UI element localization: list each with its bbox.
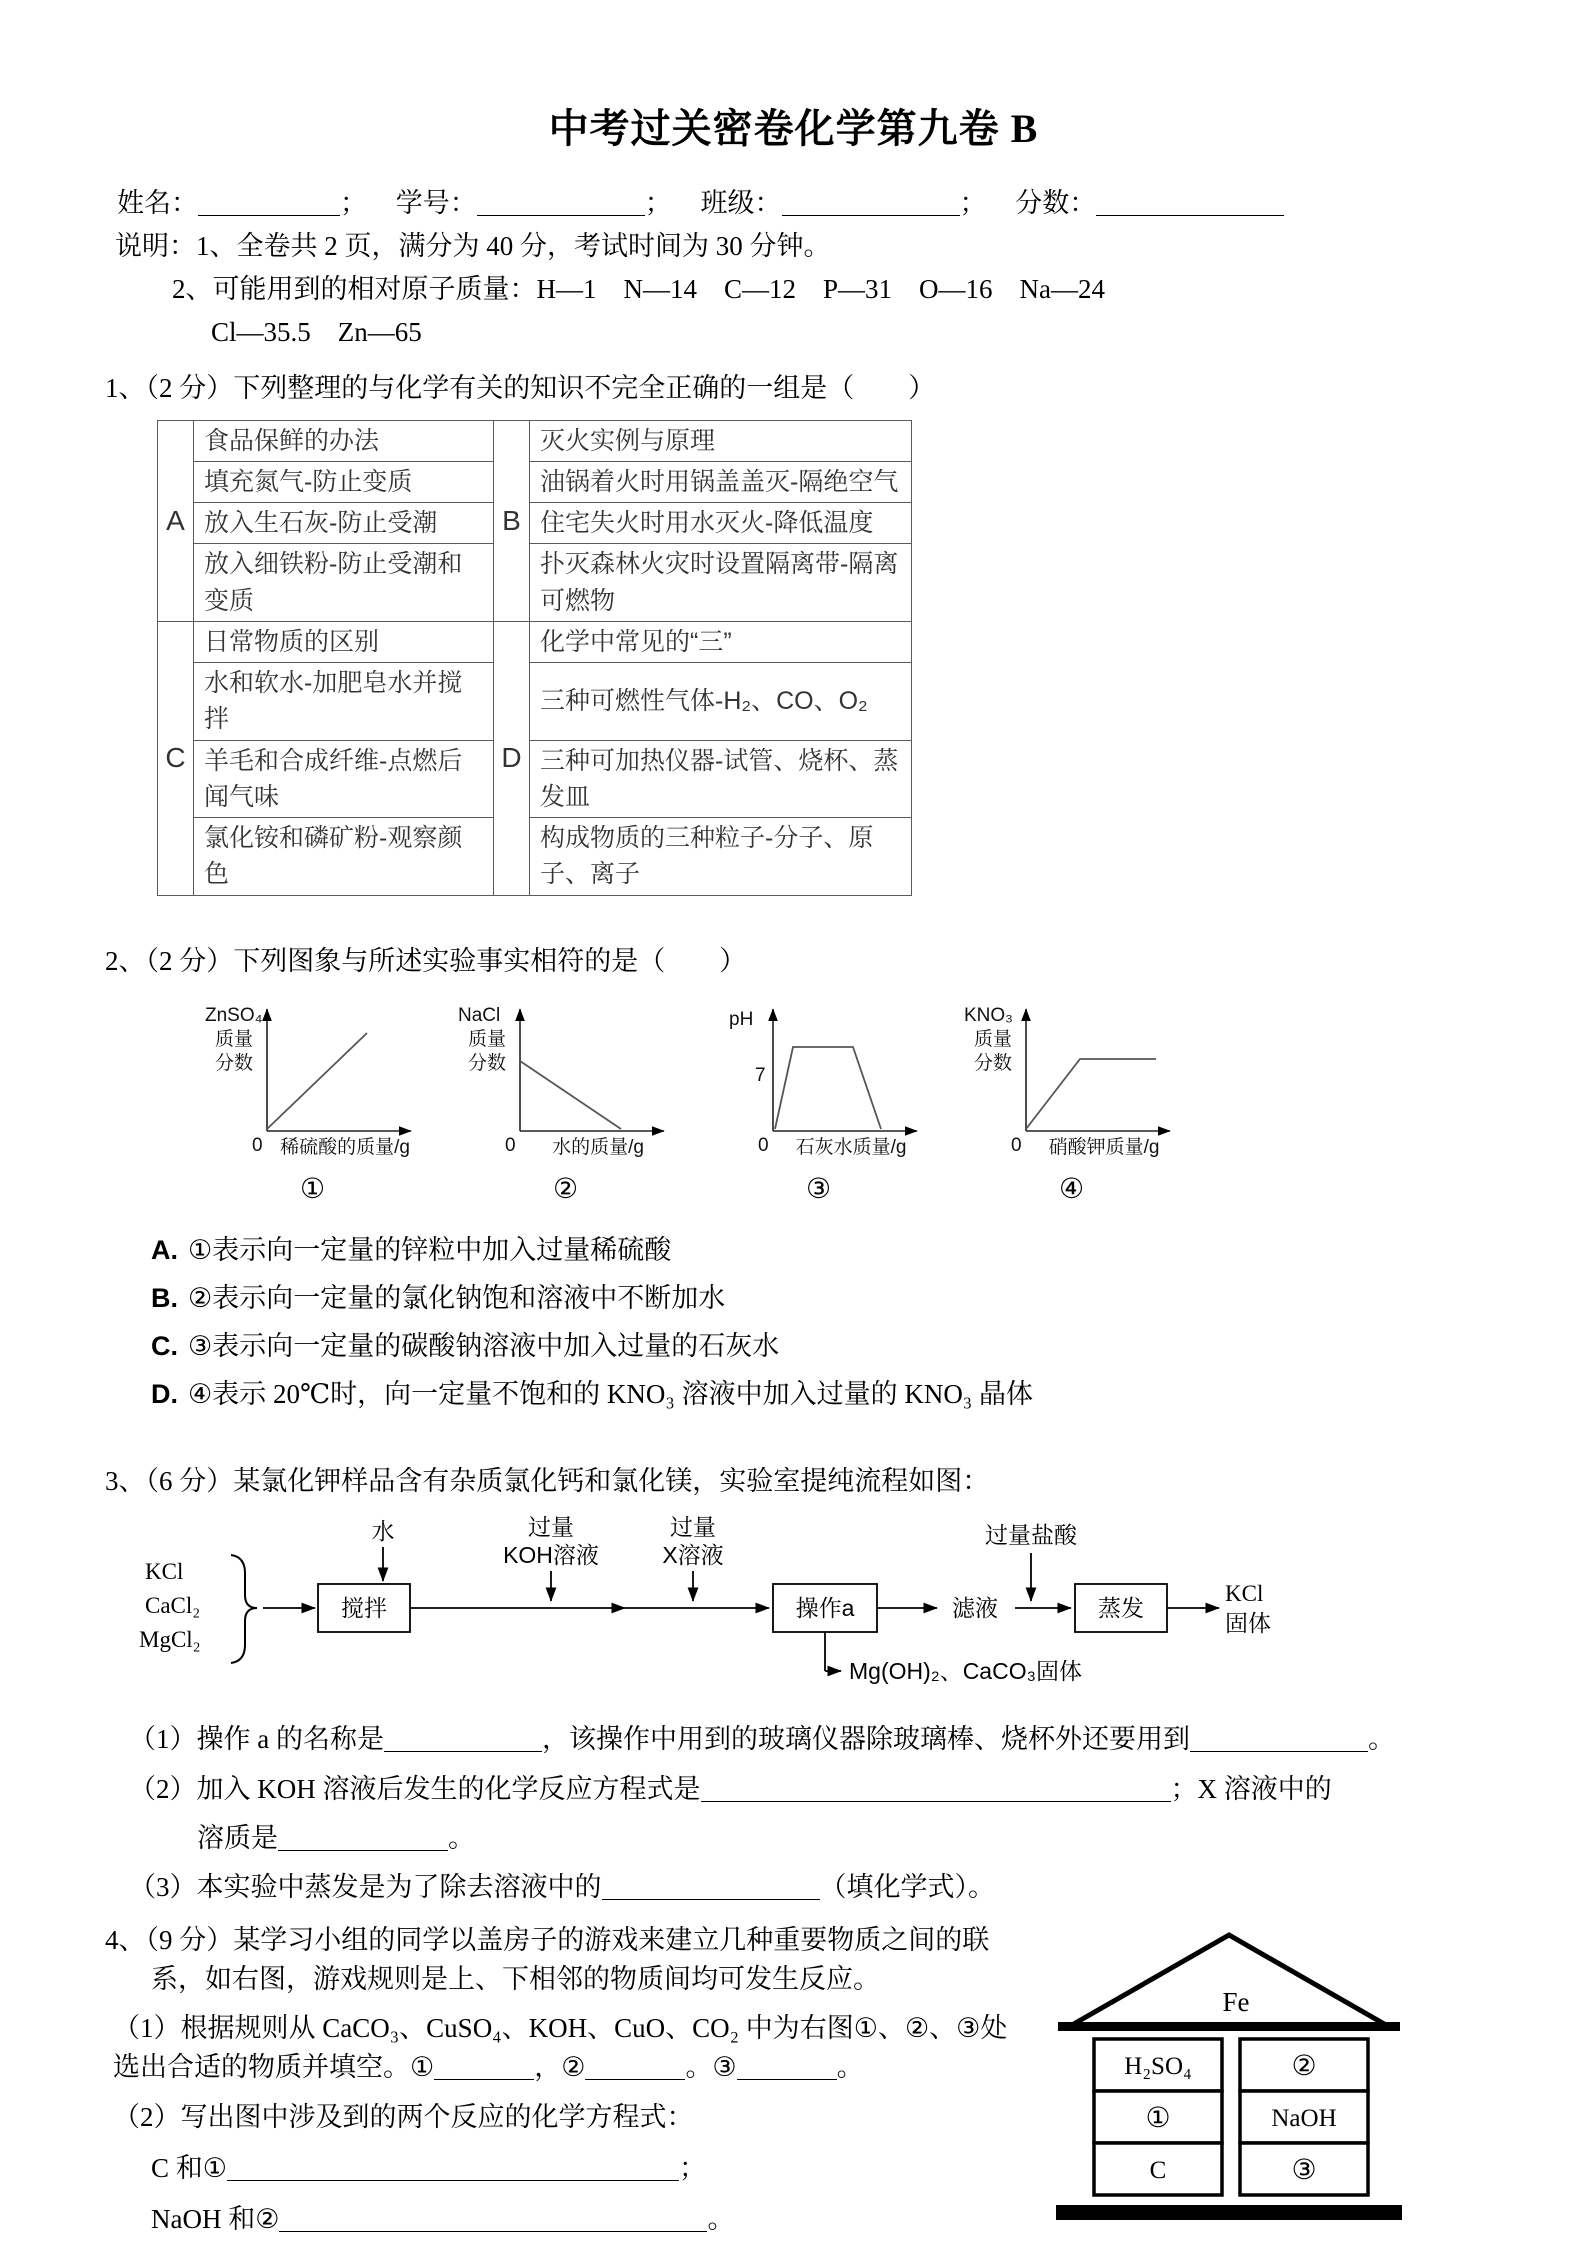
- name-label: 姓名：: [117, 188, 198, 218]
- house-label-c: C: [1149, 2156, 1167, 2184]
- chart-4-ylabel-2: 质量: [974, 1028, 1013, 1050]
- chart-1-ylabel-3: 分数: [215, 1052, 254, 1074]
- id-sep: ；: [644, 188, 672, 218]
- chart-1-xlabel: 稀硫酸的质量/g: [280, 1136, 410, 1157]
- chart-1-curve: [267, 1033, 367, 1129]
- q4-eq2-blank[interactable]: [279, 2205, 707, 2232]
- flow-koh-label-1: 过量: [528, 1514, 574, 1541]
- q4-sub1-blank-1[interactable]: [434, 2053, 534, 2080]
- flow-brace: [231, 1555, 257, 1663]
- flow-x-label-1: 过量: [670, 1514, 716, 1541]
- q1-a-row-2: 放入生石灰-防止受潮: [194, 503, 494, 544]
- q3-sub1-blank-2[interactable]: [1190, 1725, 1368, 1752]
- q1-stem: 1、（2 分）下列整理的与化学有关的知识不完全正确的一组是（ ）: [105, 372, 936, 403]
- table-row: [158, 740, 912, 818]
- chart-2-origin: 0: [505, 1134, 516, 1156]
- q1-b-row-1: 油锅着火时用锅盖盖灭-隔绝空气: [530, 461, 912, 502]
- q1-group-a-header: 食品保鲜的办法: [194, 420, 494, 461]
- q2-number: 2、: [105, 945, 146, 976]
- class-label: 班级：: [700, 188, 782, 218]
- q2-chart-3: [711, 995, 926, 1211]
- q4-stem: 4、（9 分）某学习小组的同学以盖房子的游戏来建立几种重要物质之间的联系，如右图，游戏规则是上、下相邻的物质间均可发生反应。: [105, 1924, 990, 1995]
- flow-input-kcl: KCl: [145, 1559, 184, 1585]
- q2-option-a: A. ①表示向一定量的锌粒中加入过量稀硫酸: [151, 1234, 672, 1265]
- q1-b-row-2: 住宅失火时用水灭火-降低温度: [530, 503, 912, 544]
- q1-number: 1、: [105, 372, 146, 403]
- q2-option-b-letter: B.: [151, 1282, 178, 1313]
- chart-2-ylabel-3: 分数: [468, 1052, 507, 1074]
- q4-house-diagram: [1044, 1927, 1416, 2238]
- flow-x-label-2: X溶液: [662, 1542, 724, 1569]
- q1-d-row-3: 构成物质的三种粒子-分子、原子、离子: [530, 818, 912, 896]
- exam-notes: [115, 227, 1482, 352]
- q3-sub3-blank-1[interactable]: [602, 1873, 820, 1900]
- chart-1-tag: ①: [299, 1173, 326, 1205]
- question-1: [105, 369, 1482, 896]
- q3-sub-3: （3）本实验中蒸发是为了除去溶液中的 （填化学式）。: [129, 1871, 995, 1902]
- house-base: [1056, 2205, 1402, 2220]
- q3-sub2-blank-2[interactable]: [278, 1824, 448, 1851]
- table-row: [158, 663, 912, 741]
- q3-number: 3、: [105, 1466, 146, 1497]
- q1-group-c-header: 日常物质的区别: [194, 621, 494, 662]
- chart-2-ylabel-1: NaCl: [458, 1004, 501, 1026]
- flow-input-mgcl2: MgCl₂: [139, 1627, 201, 1653]
- q2-charts: [205, 995, 1482, 1211]
- q4-sub-1: （1）根据规则从 CaCO₃、CuSO₄、KOH、CuO、CO₂ 中为右图①、②、③处选出合适的物质并填空。① ，② 。③ 。: [113, 2013, 1008, 2083]
- q1-a-row-1: 填充氮气-防止变质: [194, 461, 494, 502]
- q3-sub-1: （1）操作 a 的名称是 ，该操作中用到的玻璃仪器除玻璃棒、烧杯外还要用到 。: [129, 1724, 1395, 1755]
- chart-4-tag: ④: [1058, 1173, 1085, 1205]
- q2-option-a-letter: A.: [151, 1234, 178, 1265]
- chart-4-ylabel-3: 分数: [974, 1052, 1013, 1074]
- q3-sub1-blank-1[interactable]: [384, 1725, 542, 1752]
- table-row: [158, 621, 912, 662]
- flow-product-label-2: 固体: [1225, 1610, 1271, 1637]
- score-field[interactable]: [1096, 189, 1284, 216]
- chart-2-ylabel-2: 质量: [468, 1028, 507, 1050]
- q1-group-a-letter: A: [158, 420, 194, 621]
- q4-sub1-blank-2[interactable]: [585, 2053, 685, 2080]
- q3-subquestions: [105, 1720, 1482, 1907]
- chart-2-tag: ②: [552, 1173, 579, 1205]
- house-eave: [1058, 2022, 1400, 2031]
- table-row: [158, 503, 912, 544]
- chart-1-ylabel-1: ZnSO₄: [205, 1004, 263, 1026]
- note-line-2: 2、可能用到的相对原子质量：H—1 N—14 C—12 P—31 O—16 Na—24: [172, 274, 1106, 305]
- id-field[interactable]: [477, 189, 645, 216]
- flow-precipitate-label: Mg(OH)₂、CaCO₃固体: [849, 1658, 1082, 1685]
- purification-flowchart: [133, 1511, 1298, 1693]
- table-row: [158, 420, 912, 461]
- chart-3-ylabel-1: pH: [729, 1008, 754, 1030]
- table-row: [158, 461, 912, 502]
- chart-4-ylabel-1: KNO₃: [964, 1004, 1013, 1026]
- q2-stem: 2、（2 分）下列图象与所述实验事实相符的是（ ）: [105, 945, 747, 976]
- chart-3-origin: 0: [758, 1134, 769, 1156]
- flow-water-label: 水: [371, 1518, 395, 1545]
- flow-filtrate-label: 滤液: [952, 1595, 998, 1622]
- q4-equation-2: NaOH 和② 。: [151, 2203, 735, 2234]
- house-label-h2so4: H₂SO₄: [1124, 2052, 1192, 2080]
- house-roof-label: Fe: [1222, 1986, 1250, 2017]
- house-label-circle-3: ③: [1291, 2154, 1317, 2186]
- q1-group-b-letter: B: [494, 420, 530, 621]
- q2-chart-4: [964, 995, 1179, 1211]
- chart-3-tag: ③: [805, 1173, 832, 1205]
- q1-group-c-letter: C: [158, 621, 194, 895]
- q2-option-d: D. ④表示 20℃时，向一定量不饱和的 KNO₃ 溶液中加入过量的 KNO₃ 晶体: [151, 1379, 1033, 1409]
- house-label-naoh: NaOH: [1271, 2104, 1337, 2132]
- question-3: [105, 1462, 1482, 1907]
- note-line-1: 说明：1、全卷共 2 页，满分为 40 分，考试时间为 30 分钟。: [115, 231, 831, 262]
- chart-4-plot: [964, 995, 1179, 1157]
- name-sep: ；: [340, 188, 367, 218]
- chart-4-curve: [1026, 1059, 1156, 1129]
- q1-d-row-1: 三种可燃性气体-H₂、CO、O₂: [530, 663, 912, 741]
- q2-option-c: C. ③表示向一定量的碳酸钠溶液中加入过量的石灰水: [151, 1330, 780, 1361]
- chart-3-ytick: 7: [755, 1064, 766, 1086]
- house-figure: [1044, 1927, 1414, 2227]
- class-field[interactable]: [782, 189, 960, 216]
- house-label-circle-2: ②: [1291, 2050, 1317, 2082]
- q1-knowledge-table: [157, 420, 912, 896]
- student-info-row: [117, 184, 1482, 223]
- q1-d-row-2: 三种可加热仪器-试管、烧杯、蒸发皿: [530, 740, 912, 818]
- q1-a-row-3: 放入细铁粉-防止受潮和变质: [194, 544, 494, 622]
- score-label: 分数：: [1015, 188, 1097, 218]
- chart-3-plot: [711, 995, 926, 1157]
- q2-chart-1: [205, 995, 420, 1211]
- question-2: [105, 942, 1482, 1414]
- flow-product-label-1: KCl: [1225, 1581, 1264, 1607]
- q3-stem: 3、（6 分）某氯化钾样品含有杂质氯化钙和氯化镁，实验室提纯流程如图：: [105, 1466, 990, 1497]
- chart-1-ylabel-2: 质量: [215, 1028, 254, 1050]
- q4-sub1-blank-3[interactable]: [737, 2053, 837, 2080]
- q1-group-b-header: 灭火实例与原理: [530, 420, 912, 461]
- chart-2-plot: [458, 995, 673, 1157]
- q4-number: 4、: [105, 1924, 146, 1955]
- flow-input-cacl2: CaCl₂: [145, 1593, 201, 1619]
- q2-option-d-letter: D.: [151, 1379, 178, 1409]
- flow-box-operation-a-label: 操作a: [795, 1595, 855, 1622]
- q3-sub-2-cont: 溶质是 。: [197, 1822, 475, 1853]
- note-line-3: Cl—35.5 Zn—65: [211, 317, 422, 348]
- q1-group-d-letter: D: [494, 621, 530, 895]
- table-row: [158, 544, 912, 622]
- chart-2-xlabel: 水的质量/g: [552, 1136, 644, 1157]
- flow-koh-label-2: KOH溶液: [503, 1542, 599, 1569]
- q3-flow-diagram: [133, 1511, 1482, 1704]
- q4-sub-2: （2）写出图中涉及到的两个反应的化学方程式：: [113, 2101, 694, 2132]
- q1-group-d-header: 化学中常见的“三”: [530, 621, 912, 662]
- q1-c-row-2: 羊毛和合成纤维-点燃后闻气味: [194, 740, 494, 818]
- chart-4-xlabel: 硝酸钾质量/g: [1048, 1136, 1160, 1157]
- flow-hcl-label: 过量盐酸: [985, 1522, 1077, 1549]
- q2-option-b: B. ②表示向一定量的氯化钠饱和溶液中不断加水: [151, 1282, 726, 1313]
- q1-b-row-3: 扑灭森林火灾时设置隔离带-隔离可燃物: [530, 544, 912, 622]
- flow-box-stir-label: 搅拌: [341, 1595, 387, 1622]
- chart-2-curve: [520, 1061, 621, 1129]
- q4-eq1-blank[interactable]: [227, 2154, 679, 2181]
- q2-options: [151, 1231, 1482, 1415]
- question-4: [105, 1921, 1482, 2239]
- chart-3-curve: [775, 1047, 881, 1129]
- table-row: [158, 818, 912, 896]
- id-label: 学号：: [395, 188, 477, 218]
- chart-1-plot: [205, 995, 420, 1157]
- chart-4-origin: 0: [1011, 1134, 1022, 1156]
- q3-sub2-blank-1[interactable]: [701, 1775, 1171, 1802]
- q2-chart-2: [458, 995, 673, 1211]
- q1-c-row-3: 氯化铵和磷矿粉-观察颜色: [194, 818, 494, 896]
- page-title: 中考过关密卷化学第九卷 B: [548, 106, 1039, 151]
- q4-equation-1: C 和① ；: [151, 2152, 706, 2183]
- chart-3-xlabel: 石灰水质量/g: [795, 1136, 907, 1157]
- name-field[interactable]: [198, 189, 340, 216]
- q1-c-row-1: 水和软水-加肥皂水并搅拌: [194, 663, 494, 741]
- chart-1-origin: 0: [252, 1134, 263, 1156]
- flow-box-evaporate-label: 蒸发: [1098, 1595, 1144, 1622]
- house-label-circle-1: ①: [1145, 2102, 1171, 2134]
- q2-option-c-letter: C.: [151, 1330, 178, 1361]
- class-sep: ；: [959, 188, 987, 218]
- q3-sub-2: （2）加入 KOH 溶液后发生的化学反应方程式是 ；X 溶液中的: [129, 1773, 1332, 1804]
